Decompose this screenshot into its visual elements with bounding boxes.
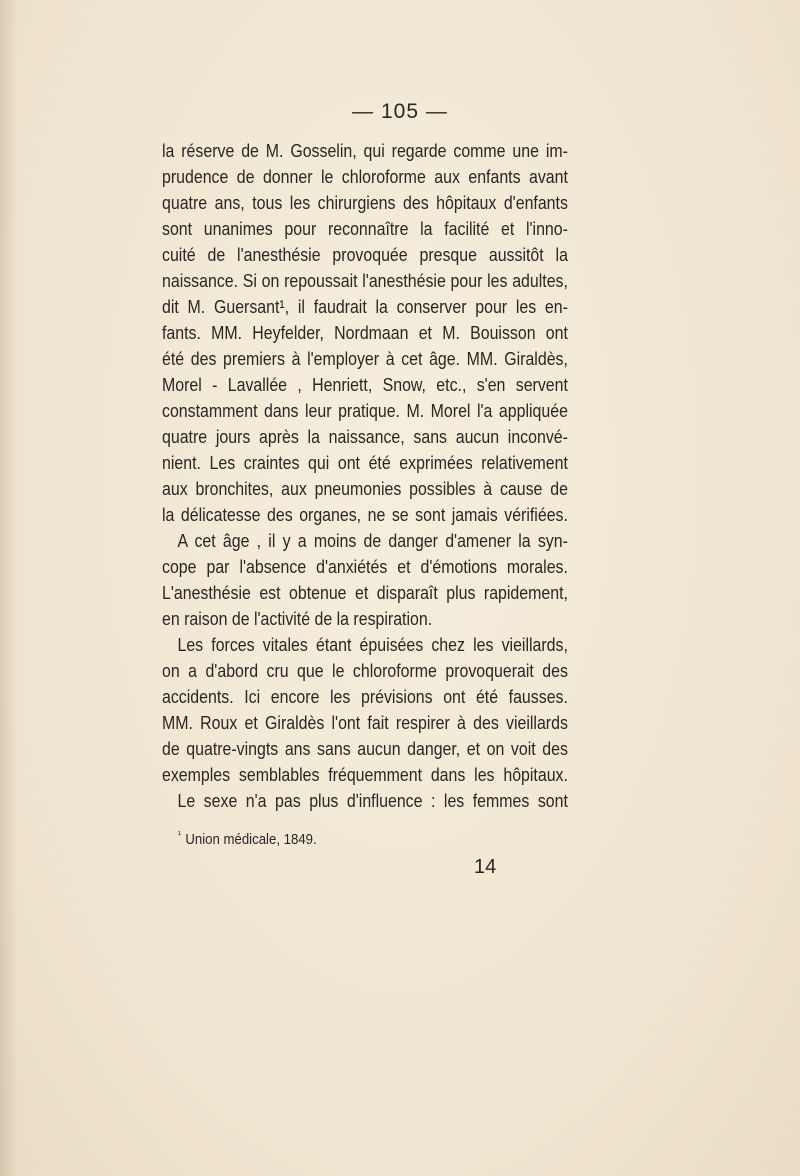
text-line: été des premiers à l'employer à cet âge. MM. Giraldès, bbox=[162, 348, 568, 369]
text-line: A cet âge , il y a moins de danger d'amener la syn- bbox=[177, 530, 568, 551]
text-line: Le sexe n'a pas plus d'influence : les femmes sont bbox=[177, 790, 568, 811]
text-line: constamment dans leur pratique. M. Morel l'a appliquée bbox=[162, 400, 568, 421]
text-line: quatre ans, tous les chirurgiens des hôpitaux d'enfants bbox=[162, 192, 568, 213]
text-line: dit M. Guersant¹, il faudrait la conserver pour les en- bbox=[162, 296, 568, 317]
text-line: sont unanimes pour reconnaître la facilité et l'inno- bbox=[162, 218, 568, 239]
footnote bbox=[178, 830, 317, 848]
text-line: accidents. Ici encore les prévisions ont été fausses. bbox=[162, 686, 568, 707]
signature-mark: 14 bbox=[474, 856, 497, 878]
text-line: la délicatesse des organes, ne se sont jamais vérifiées. bbox=[162, 504, 568, 525]
text-line: exemples semblables fréquemment dans les hôpitaux. bbox=[162, 764, 568, 785]
footnote-marker: ¹ bbox=[178, 830, 181, 841]
text-line: cuité de l'anesthésie provoquée presque aussitôt la bbox=[162, 244, 568, 265]
text-line: MM. Roux et Giraldès l'ont fait respirer à des vieillards bbox=[162, 712, 568, 733]
text-line: fants. MM. Heyfelder, Nordmaan et M. Bouisson ont bbox=[162, 322, 568, 343]
page-number: — 105 — bbox=[352, 100, 448, 123]
text-line: nient. Les craintes qui ont été exprimées relativement bbox=[162, 452, 568, 473]
text-line: Les forces vitales étant épuisées chez les vieillards, bbox=[177, 634, 568, 655]
text-line: Morel - Lavallée , Henriett, Snow, etc., s'en servent bbox=[162, 374, 568, 395]
body-text bbox=[162, 138, 568, 814]
text-line: cope par l'absence d'anxiétés et d'émotions morales. bbox=[162, 556, 568, 577]
text-line: L'anesthésie est obtenue et disparaît plus rapidement, bbox=[162, 582, 568, 603]
text-line: la réserve de M. Gosselin, qui regarde comme une im- bbox=[162, 140, 568, 161]
text-line: aux bronchites, aux pneumonies possibles à cause de bbox=[162, 478, 568, 499]
text-line: de quatre-vingts ans sans aucun danger, et on voit des bbox=[162, 738, 568, 759]
text-line: prudence de donner le chloroforme aux enfants avant bbox=[162, 166, 568, 187]
text-line: quatre jours après la naissance, sans aucun inconvé- bbox=[162, 426, 568, 447]
footnote-text: Union médicale, 1849. bbox=[185, 831, 317, 848]
text-line: en raison de l'activité de la respiration. bbox=[162, 608, 433, 629]
text-line: naissance. Si on repoussait l'anesthésie pour les adultes, bbox=[162, 270, 568, 291]
text-line: on a d'abord cru que le chloroforme provoquerait des bbox=[162, 660, 568, 681]
